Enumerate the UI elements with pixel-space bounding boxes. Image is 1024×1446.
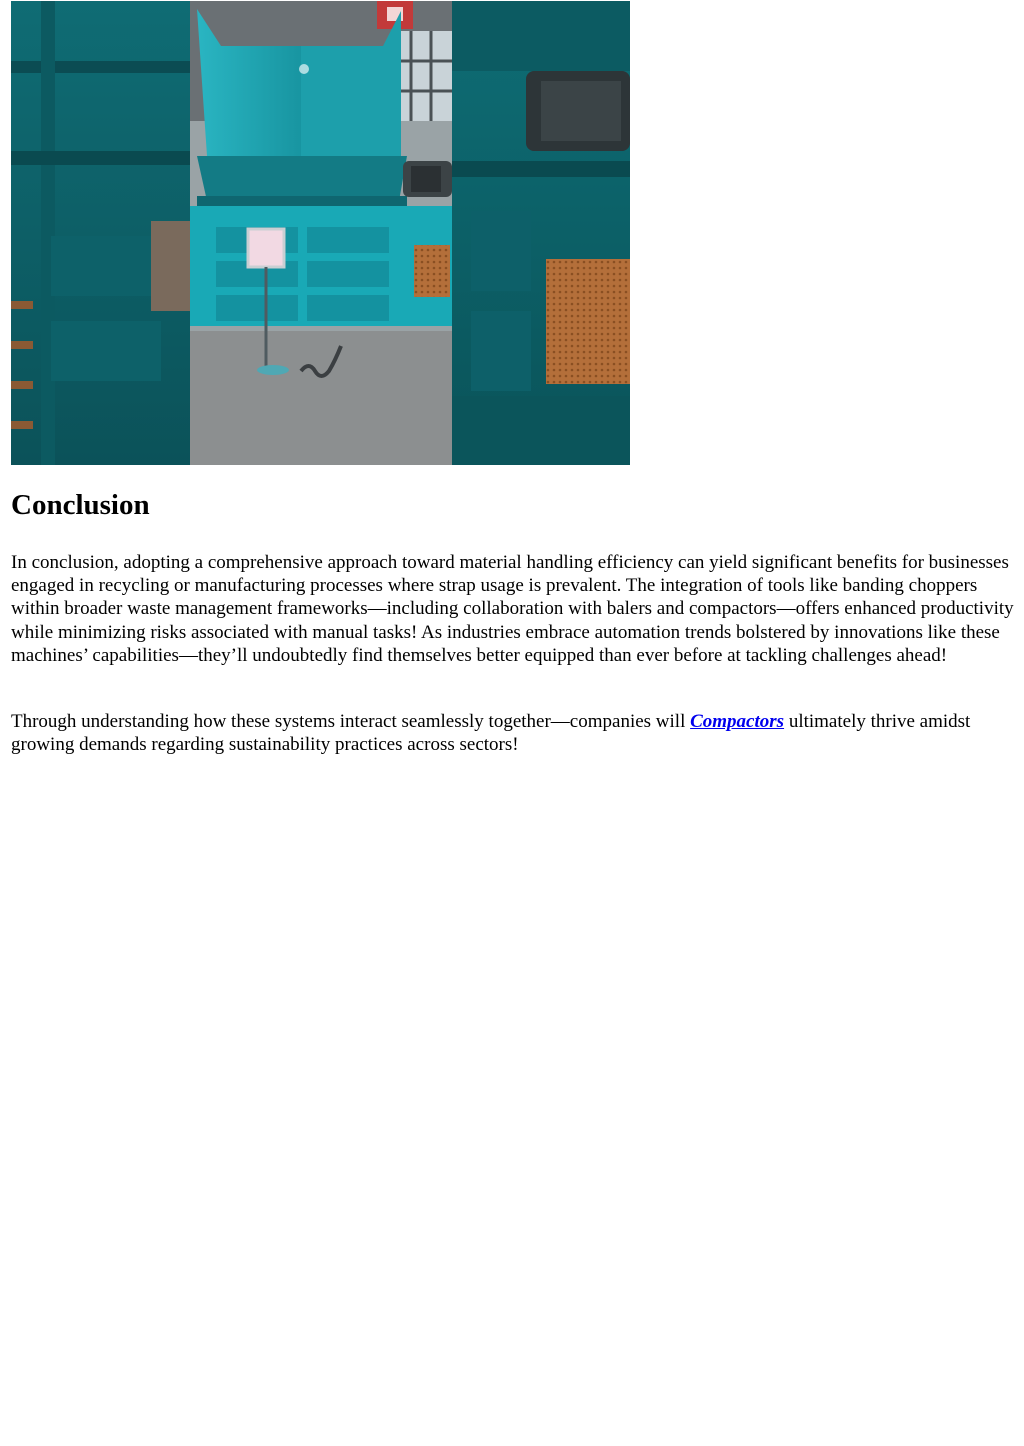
compactors-link[interactable]: Compactors: [690, 711, 785, 732]
conclusion-paragraph: In conclusion, adopting a comprehensive approach toward material handling efficiency can yield significant benefits for businesses engaged in recycling or manufacturing processes where strap usage is prevalent. The integration of tools like banding choppers within broader waste management frameworks—including collaboration with balers and compactors—offers enhanced productivity while minimizing risks associated with manual tasks! As industries embrace automation trends bolstered by innovations like these machines’ capabilities—they’ll undoubtedly find themselves better equipped than ever before at tackling challenges ahead!: [11, 552, 1014, 666]
section-heading: Conclusion: [11, 489, 150, 521]
baler-machine-photo: [11, 1, 630, 465]
closing-text-before-link: Through understanding how these systems interact seamlessly together—companies will: [11, 711, 691, 732]
closing-text-after-link: ultimately thrive amidst growing demands regarding sustainability practices across sectors!: [11, 711, 971, 756]
closing-paragraph: [11, 710, 1017, 756]
